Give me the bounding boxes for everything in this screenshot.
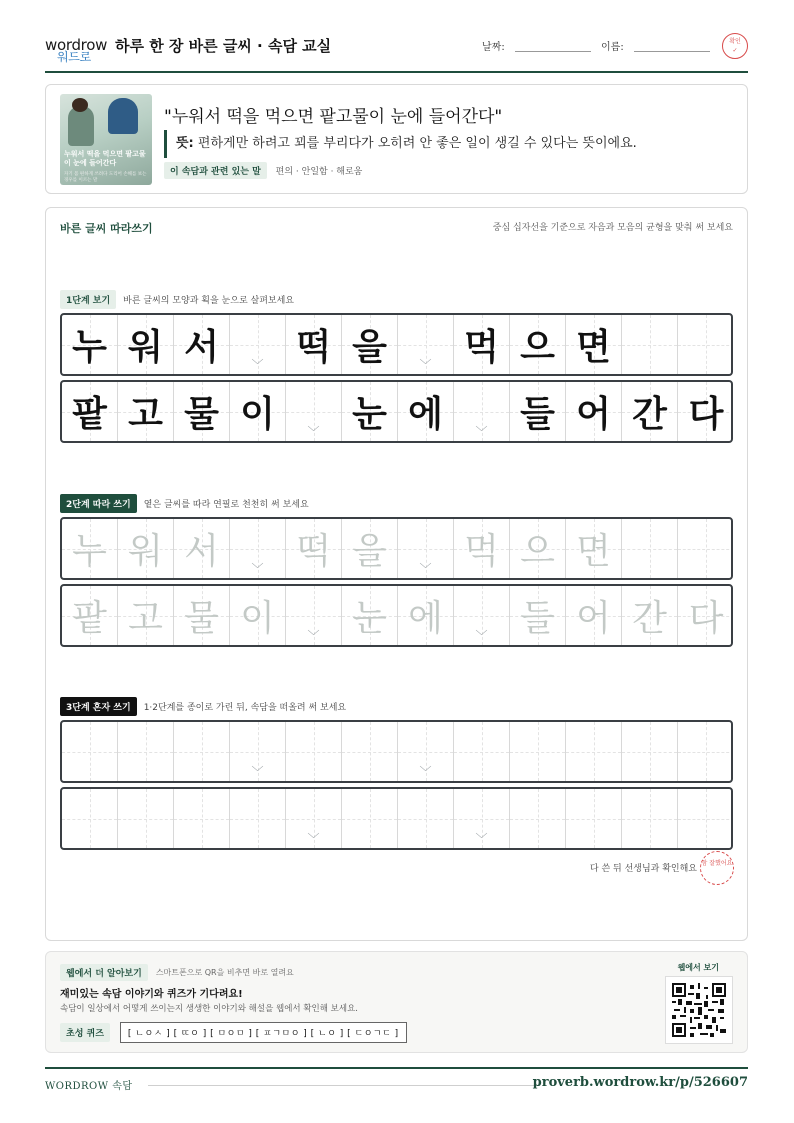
grid-cell[interactable] bbox=[174, 722, 230, 781]
page-header bbox=[45, 30, 748, 73]
grid-character: 먹 bbox=[464, 327, 499, 368]
grid-cell[interactable] bbox=[62, 586, 118, 645]
grid-cell[interactable] bbox=[566, 519, 622, 578]
grid-character: 다 bbox=[688, 598, 724, 639]
step-1-row-2 bbox=[60, 380, 733, 443]
grid-character: 팥 bbox=[72, 394, 107, 435]
grid-cell bbox=[230, 315, 286, 374]
web-headline: 재미있는 속담 이야기와 퀴즈가 기다려요! bbox=[60, 989, 243, 1000]
grid-cell[interactable] bbox=[622, 722, 678, 781]
grid-character: 에 bbox=[408, 598, 443, 639]
grid-cell[interactable] bbox=[230, 519, 286, 578]
initial-quiz bbox=[60, 1022, 407, 1043]
step-3-badge: 3단계 혼자 쓰기 bbox=[60, 697, 137, 716]
related-words bbox=[164, 162, 362, 179]
grid-cell bbox=[510, 382, 566, 441]
grid-character: 눈 bbox=[352, 598, 387, 639]
good-job-stamp-icon bbox=[700, 851, 734, 885]
grid-cell[interactable] bbox=[454, 722, 510, 781]
step-3-row-1[interactable] bbox=[60, 720, 733, 783]
grid-cell[interactable] bbox=[118, 789, 174, 848]
grid-cell bbox=[174, 315, 230, 374]
grid-character: 워 bbox=[128, 327, 163, 368]
grid-character: 으 bbox=[520, 531, 555, 572]
grid-cell[interactable] bbox=[678, 586, 733, 645]
grid-cell[interactable] bbox=[510, 722, 566, 781]
grid-cell[interactable] bbox=[566, 722, 622, 781]
logo-text: wordrow bbox=[45, 36, 108, 54]
grid-cell[interactable] bbox=[118, 519, 174, 578]
space-mark-icon: ﹀ bbox=[475, 425, 488, 439]
grid-cell[interactable] bbox=[398, 586, 454, 645]
space-mark-icon: ﹀ bbox=[475, 832, 488, 846]
practice-section bbox=[45, 207, 748, 941]
grid-character: 팥 bbox=[72, 598, 107, 639]
grid-character: 눈 bbox=[352, 394, 387, 435]
grid-character: 을 bbox=[352, 327, 387, 368]
date-line[interactable] bbox=[515, 51, 591, 52]
step-2-desc: 옅은 글씨를 따라 연필로 천천히 써 보세요 bbox=[143, 500, 309, 510]
step-1-row-1 bbox=[60, 313, 733, 376]
quiz-label: 초성 퀴즈 bbox=[60, 1023, 110, 1042]
grid-cell[interactable] bbox=[342, 722, 398, 781]
confirm-note: 다 쓴 뒤 선생님과 확인해요 bbox=[589, 864, 697, 874]
qr-code-icon[interactable] bbox=[665, 976, 733, 1044]
step-2-badge: 2단계 따라 쓰기 bbox=[60, 494, 137, 513]
grid-character: 물 bbox=[184, 598, 219, 639]
grid-character: 서 bbox=[184, 327, 219, 368]
grid-character: 으 bbox=[520, 327, 555, 368]
step-2-header bbox=[60, 494, 309, 513]
grid-cell[interactable] bbox=[622, 586, 678, 645]
grid-cell bbox=[118, 382, 174, 441]
step-2-row-1[interactable] bbox=[60, 517, 733, 580]
grid-cell bbox=[566, 315, 622, 374]
grid-cell[interactable] bbox=[454, 586, 510, 645]
grid-cell[interactable] bbox=[678, 722, 733, 781]
grid-cell bbox=[566, 382, 622, 441]
logo-sub: 워드로 bbox=[57, 50, 91, 64]
proverb-meaning bbox=[164, 130, 637, 158]
name-label: 이름: bbox=[601, 42, 624, 53]
grid-character: 면 bbox=[576, 531, 611, 572]
grid-character: 누 bbox=[72, 327, 107, 368]
logo bbox=[45, 36, 108, 64]
grid-cell[interactable] bbox=[510, 519, 566, 578]
grid-cell[interactable] bbox=[454, 789, 510, 848]
space-mark-icon: ﹀ bbox=[251, 358, 264, 372]
grid-cell[interactable] bbox=[286, 789, 342, 848]
grid-cell[interactable] bbox=[62, 519, 118, 578]
grid-character: 고 bbox=[128, 394, 163, 435]
check-stamp-icon: 확인 ✓ bbox=[722, 33, 748, 59]
space-mark-icon: ﹀ bbox=[475, 629, 488, 643]
date-field[interactable] bbox=[482, 38, 591, 53]
grid-cell bbox=[342, 315, 398, 374]
space-mark-icon: ﹀ bbox=[251, 562, 264, 576]
grid-cell bbox=[230, 382, 286, 441]
space-mark-icon: ﹀ bbox=[419, 358, 432, 372]
web-desc: 속담이 일상에서 어떻게 쓰이는지 생생한 이야기와 해설을 웹에서 확인해 보세요. bbox=[60, 1004, 358, 1014]
grid-cell[interactable] bbox=[398, 722, 454, 781]
step-3-row-2[interactable] bbox=[60, 787, 733, 850]
grid-character: 다 bbox=[688, 394, 724, 435]
grid-character: 먹 bbox=[464, 531, 499, 572]
related-label: 이 속담과 관련 있는 말 bbox=[164, 162, 267, 179]
grid-cell[interactable] bbox=[62, 722, 118, 781]
grid-cell[interactable] bbox=[510, 586, 566, 645]
grid-cell bbox=[398, 315, 454, 374]
grid-cell[interactable] bbox=[678, 789, 733, 848]
footer-brand: WORDROW 속담 bbox=[45, 1081, 133, 1092]
grid-cell[interactable] bbox=[286, 722, 342, 781]
illustration-note: 자기 몸 편하게 쓰려다 도리어 손해를 보는 경우를 이르는 말 bbox=[64, 172, 147, 183]
quiz-box: [ ㄴㅇㅅ ] [ ㄸㅇ ] [ ㅁㅇㅁ ] [ ㅍㄱㅁㅇ ] [ ㄴㅇ ] [ ㄷㅇㄱㄷ ] bbox=[120, 1022, 407, 1043]
grid-cell[interactable] bbox=[174, 586, 230, 645]
grid-character: 물 bbox=[184, 394, 219, 435]
check-stamp-text: 확인 bbox=[729, 38, 741, 45]
grid-cell[interactable] bbox=[566, 789, 622, 848]
grid-character: 워 bbox=[128, 531, 163, 572]
illustration-caption: 누워서 떡을 먹으면 팥고물이 눈에 들어간다 bbox=[64, 150, 146, 167]
grid-character: 떡 bbox=[296, 531, 331, 572]
grid-character: 에 bbox=[408, 394, 443, 435]
grid-cell[interactable] bbox=[454, 519, 510, 578]
grid-cell[interactable] bbox=[510, 789, 566, 848]
grid-character: 떡 bbox=[296, 327, 331, 368]
web-top bbox=[60, 964, 294, 981]
grid-cell bbox=[286, 382, 342, 441]
qr-code-graphic bbox=[672, 983, 726, 1037]
grid-cell[interactable] bbox=[342, 586, 398, 645]
grid-cell bbox=[286, 315, 342, 374]
qr-label: 웹에서 보기 bbox=[677, 963, 719, 972]
grid-cell[interactable] bbox=[174, 519, 230, 578]
grid-character: 들 bbox=[520, 598, 555, 639]
space-mark-icon: ﹀ bbox=[307, 425, 320, 439]
step-3-desc: 1·2단계를 종이로 가린 뒤, 속담을 떠올려 써 보세요 bbox=[143, 703, 347, 713]
step-2-row-2[interactable] bbox=[60, 584, 733, 647]
step-1-desc: 바른 글씨의 모양과 획을 눈으로 살펴보세요 bbox=[123, 296, 294, 306]
space-mark-icon: ﹀ bbox=[307, 832, 320, 846]
practice-title: 바른 글씨 따라쓰기 bbox=[60, 222, 153, 235]
grid-cell[interactable] bbox=[230, 722, 286, 781]
grid-cell bbox=[342, 382, 398, 441]
grid-cell[interactable] bbox=[230, 789, 286, 848]
web-section bbox=[45, 951, 748, 1053]
step-1-header bbox=[60, 290, 294, 309]
proverb-card bbox=[45, 84, 748, 194]
grid-character: 서 bbox=[184, 531, 219, 572]
grid-cell bbox=[454, 382, 510, 441]
page-footer bbox=[45, 1067, 748, 1092]
space-mark-icon: ﹀ bbox=[419, 765, 432, 779]
space-mark-icon: ﹀ bbox=[307, 629, 320, 643]
grid-cell[interactable] bbox=[342, 519, 398, 578]
step-3-header bbox=[60, 697, 346, 716]
name-field[interactable] bbox=[601, 38, 710, 53]
meaning-label: 뜻: bbox=[176, 136, 194, 151]
grid-cell[interactable] bbox=[62, 789, 118, 848]
grid-cell bbox=[398, 382, 454, 441]
date-label: 날짜: bbox=[482, 42, 505, 53]
grid-cell[interactable] bbox=[286, 519, 342, 578]
grid-cell bbox=[174, 382, 230, 441]
meaning-text: 편하게만 하려고 꾀를 부리다가 오히려 안 좋은 일이 생길 수 있다는 뜻이에요. bbox=[197, 136, 637, 151]
grid-character: 들 bbox=[520, 394, 555, 435]
grid-cell bbox=[62, 315, 118, 374]
footer-url[interactable]: proverb.wordrow.kr/p/526607 bbox=[532, 1075, 748, 1090]
space-mark-icon: ﹀ bbox=[419, 562, 432, 576]
grid-cell[interactable] bbox=[230, 586, 286, 645]
grid-character: 이 bbox=[240, 394, 275, 435]
good-job-stamp-text: 참 잘했어요 bbox=[701, 860, 733, 867]
practice-note: 중심 십자선을 기준으로 자음과 모음의 균형을 맞춰 써 보세요 bbox=[492, 223, 733, 233]
grid-cell[interactable] bbox=[286, 586, 342, 645]
grid-cell[interactable] bbox=[622, 789, 678, 848]
grid-cell bbox=[118, 315, 174, 374]
grid-cell bbox=[62, 382, 118, 441]
grid-cell[interactable] bbox=[622, 519, 678, 578]
web-tag: 웹에서 더 알아보기 bbox=[60, 964, 148, 981]
space-mark-icon: ﹀ bbox=[251, 765, 264, 779]
grid-cell bbox=[510, 315, 566, 374]
grid-cell[interactable] bbox=[118, 586, 174, 645]
grid-character: 면 bbox=[576, 327, 611, 368]
page-title: 하루 한 장 바른 글씨 · 속담 교실 bbox=[115, 37, 332, 55]
web-hint: 스마트폰으로 QR을 비추면 바로 열려요 bbox=[155, 968, 294, 977]
proverb-title: "누워서 떡을 먹으면 팥고물이 눈에 들어간다" bbox=[164, 107, 503, 127]
grid-cell bbox=[454, 315, 510, 374]
grid-cell bbox=[622, 382, 678, 441]
name-line[interactable] bbox=[634, 51, 710, 52]
grid-character: 어 bbox=[576, 394, 611, 435]
step-1-badge: 1단계 보기 bbox=[60, 290, 116, 309]
grid-character: 이 bbox=[240, 598, 275, 639]
grid-cell[interactable] bbox=[398, 519, 454, 578]
grid-cell bbox=[678, 315, 733, 374]
grid-cell[interactable] bbox=[342, 789, 398, 848]
grid-character: 어 bbox=[576, 598, 611, 639]
grid-cell[interactable] bbox=[566, 586, 622, 645]
grid-cell[interactable] bbox=[174, 789, 230, 848]
grid-character: 간 bbox=[632, 598, 667, 639]
grid-cell[interactable] bbox=[118, 722, 174, 781]
footer-divider bbox=[148, 1085, 538, 1086]
grid-cell bbox=[622, 315, 678, 374]
grid-character: 을 bbox=[352, 531, 387, 572]
proverb-illustration bbox=[60, 94, 152, 185]
related-text: 편의 · 안일함 · 해로움 bbox=[275, 167, 363, 177]
grid-character: 간 bbox=[632, 394, 667, 435]
grid-character: 누 bbox=[72, 531, 107, 572]
grid-character: 고 bbox=[128, 598, 163, 639]
grid-cell[interactable] bbox=[678, 519, 733, 578]
grid-cell[interactable] bbox=[398, 789, 454, 848]
grid-cell bbox=[678, 382, 733, 441]
